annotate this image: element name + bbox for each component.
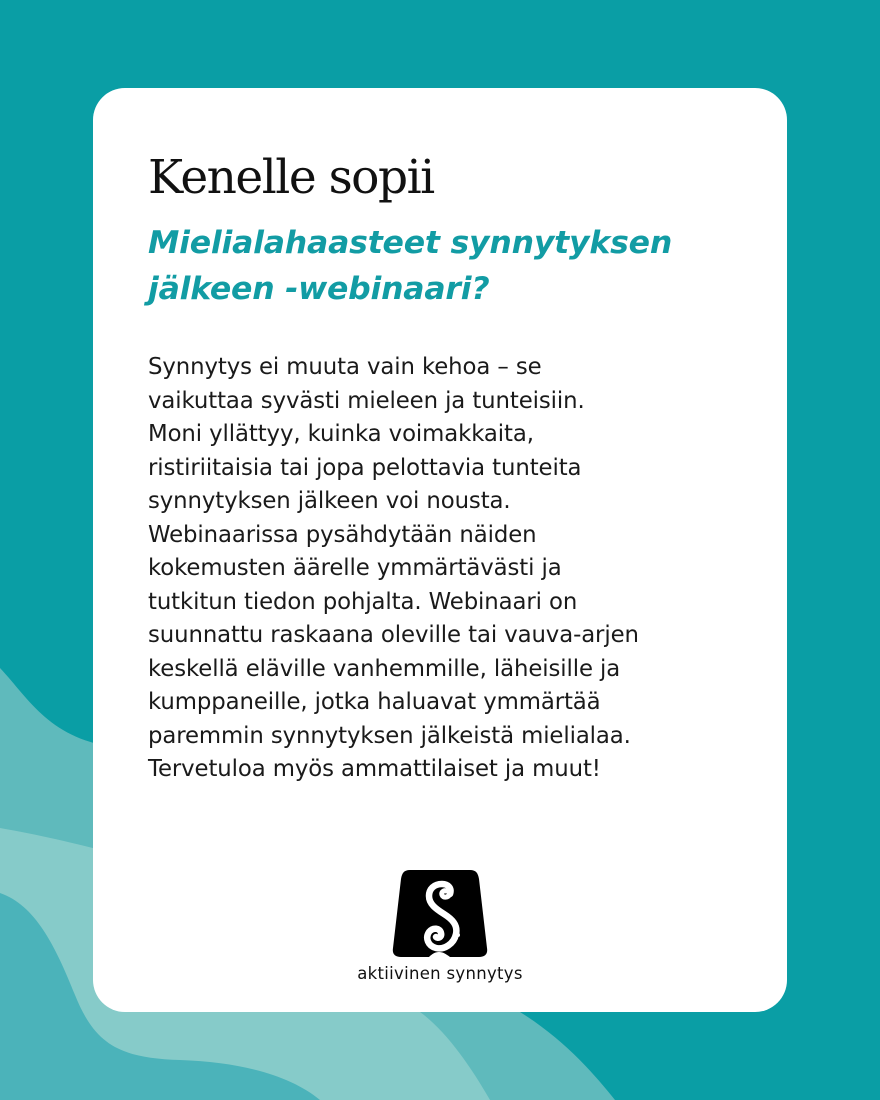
body-line: Tervetuloa myös ammattilaiset ja muut! xyxy=(148,756,601,782)
card-title: Kenelle sopii xyxy=(148,150,434,205)
brand-name: aktiivinen synnytys xyxy=(357,964,523,983)
body-line: kumppaneille, jotka haluavat ymmärtää xyxy=(148,689,601,715)
body-line: suunnattu raskaana oleville tai vauva-arjen xyxy=(148,622,639,648)
info-card xyxy=(93,88,787,1012)
body-line: paremmin synnytyksen jälkeistä mielialaa. xyxy=(148,722,631,749)
card-subtitle: Mielialahaasteet synnytyksen jälkeen -webinaari? xyxy=(148,225,673,307)
card-body xyxy=(148,351,778,787)
body-line: Moni yllättyy, kuinka voimakkaita, xyxy=(148,421,534,447)
body-line: synnytyksen jälkeen voi nousta. xyxy=(148,488,511,514)
body-line: kokemusten äärelle ymmärtävästi ja xyxy=(148,555,562,581)
body-line: tutkitun tiedon pohjalta. Webinaari on xyxy=(148,588,578,615)
body-line: keskellä eläville vanhemmille, läheisille ja xyxy=(148,655,621,682)
body-line: Webinaarissa pysähdytään näiden xyxy=(148,521,537,548)
spiral-s-logo-icon xyxy=(392,868,488,958)
body-line: Synnytys ei muuta vain kehoa – se xyxy=(148,354,542,380)
body-line: ristiriitaisia tai jopa pelottavia tunteita xyxy=(148,454,582,481)
brand-logo xyxy=(93,868,787,983)
body-line: vaikuttaa syvästi mieleen ja tunteisiin. xyxy=(148,387,585,414)
